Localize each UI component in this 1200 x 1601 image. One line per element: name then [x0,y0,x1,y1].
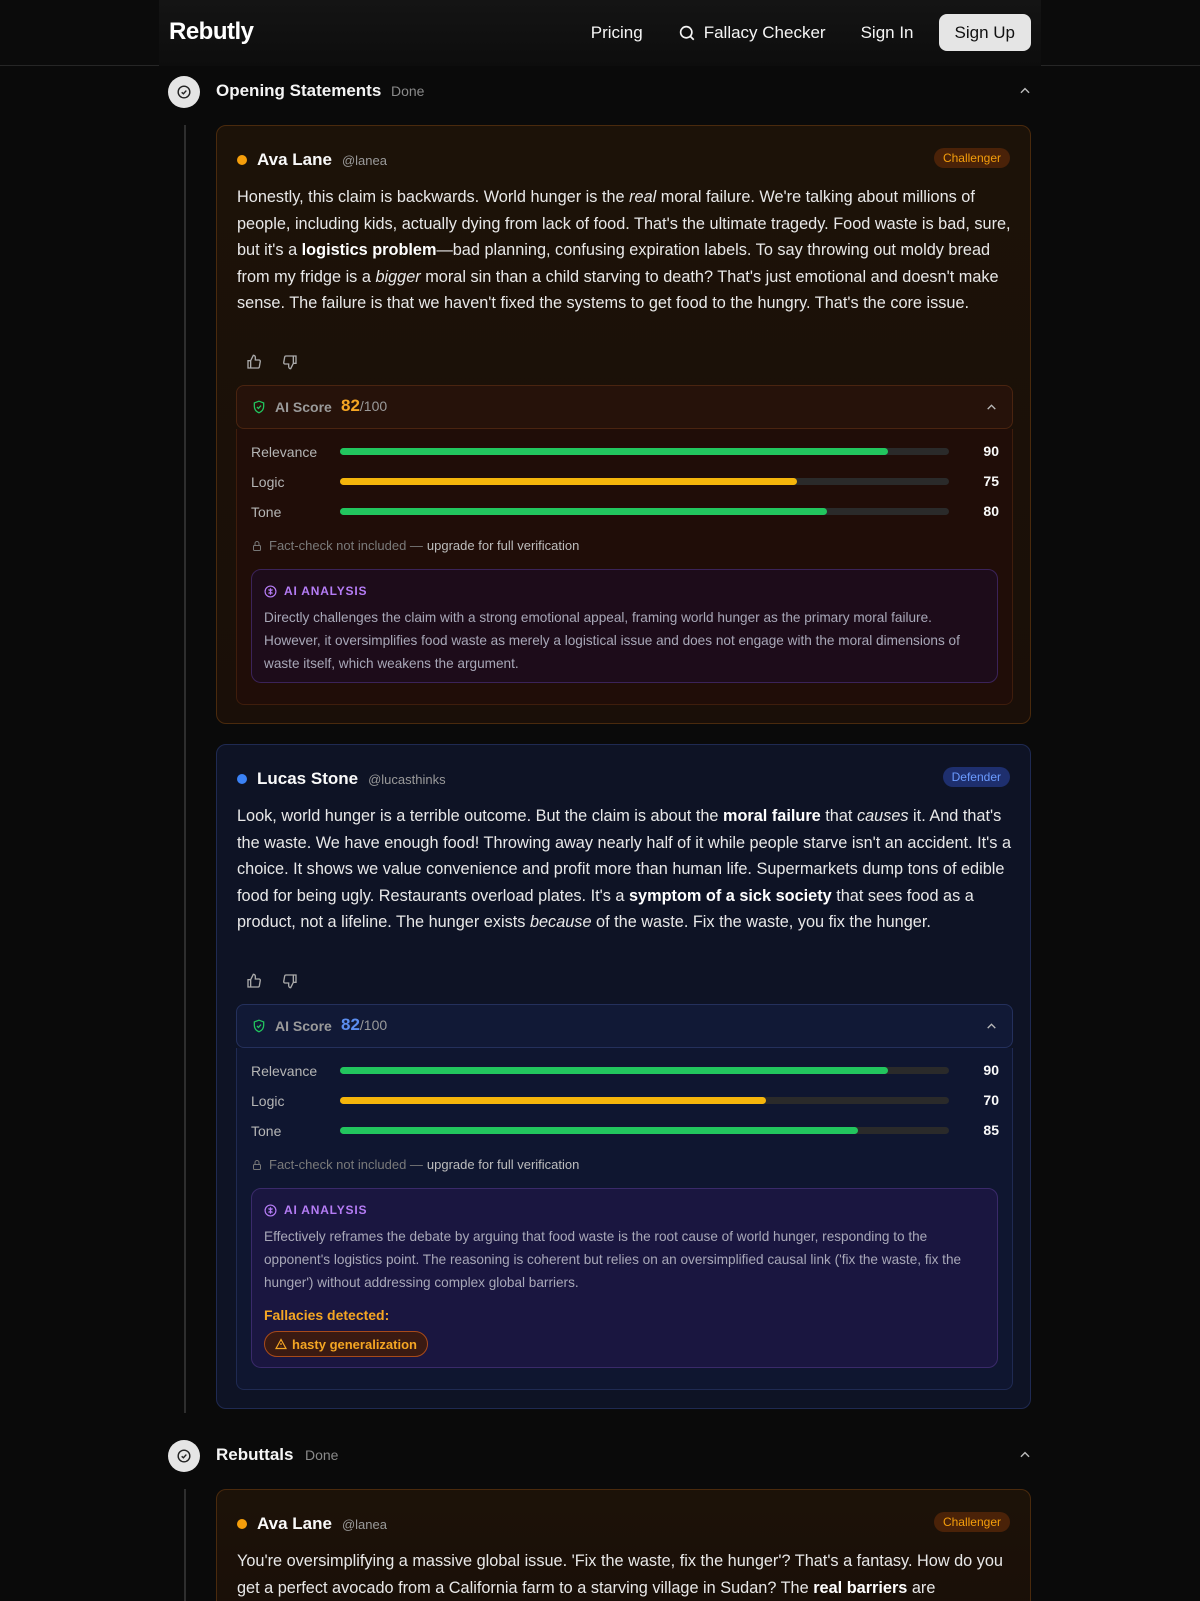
nav-fallacy-checker-label: Fallacy Checker [703,22,826,42]
fallacies-label: Fallacies detected: [264,1307,390,1323]
timeline-line [184,1489,186,1601]
ai-analysis-title: AI ANALYSIS [284,584,368,598]
search-icon [678,24,696,42]
role-badge: Defender [943,767,1010,787]
metric-bar-fill [340,508,827,515]
metric-bar-fill [340,1067,888,1074]
argument-text: You're oversimplifying a massive global issue. 'Fix the waste, fix the hunger'? That's a fantasy. How do you get a perfect avocado from a California farm to a starving village in Sudan? The real barriers are [237,1552,1003,1597]
metric-relevance [251,442,999,462]
author-name[interactable]: Ava Lane [257,1514,332,1533]
section-title: Opening Statements [216,81,382,100]
metric-value: 85 [983,1122,999,1138]
nav-fallacy-checker[interactable] [678,23,826,43]
ai-analysis-text: Directly challenges the claim with a strong emotional appeal, framing world hunger as the primary moral failure. However, it oversimplifies food waste as merely a logistical issue and does not engage with the moral dimensions of waste itself, which weakens the argument. [264,610,960,671]
metric-relevance [251,1061,999,1081]
metric-label: Tone [251,1123,282,1139]
factcheck-text: Fact-check not included — [269,538,423,553]
metric-value: 75 [983,473,999,489]
ai-analysis-header [264,1203,367,1217]
timeline-line [184,125,186,1413]
warning-icon [275,1338,287,1350]
author-handle[interactable]: @lucasthinks [368,771,446,787]
thumbs-up-icon[interactable] [246,354,262,370]
metric-bar-fill [340,1127,858,1134]
ai-analysis-box [251,569,998,683]
section-status: Done [305,1447,339,1463]
ai-score-details [236,429,1013,705]
lock-icon [251,1159,263,1171]
metric-value: 90 [983,1062,999,1078]
header-bar [159,0,1041,66]
shield-check-icon [252,1019,266,1033]
chevron-up-icon[interactable] [1018,84,1032,98]
vote-buttons [246,354,298,370]
metric-label: Relevance [251,444,318,460]
metric-value: 90 [983,443,999,459]
metric-bar-fill [340,1097,766,1104]
metric-bar [340,448,949,455]
metric-label: Tone [251,504,282,520]
card-author [237,769,446,789]
factcheck-text: Fact-check not included — [269,1157,423,1172]
ai-score-value: 82/100 [341,1015,388,1034]
argument-card [216,125,1031,724]
ai-score-header[interactable] [236,385,1013,429]
fallacy-name: hasty generalization [292,1336,417,1352]
metric-bar [340,1067,949,1074]
section-title: Rebuttals [216,1445,294,1464]
logo[interactable]: Rebutly [169,18,254,45]
author-name[interactable]: Lucas Stone [257,769,359,788]
ai-analysis-title: AI ANALYSIS [284,1203,368,1217]
metric-logic [251,472,999,492]
card-author [237,1514,387,1534]
role-badge: Challenger [934,148,1010,168]
check-circle-icon [168,76,200,108]
metric-bar [340,1097,949,1104]
section-status: Done [391,83,425,99]
ai-score-label: AI Score [275,1018,332,1034]
metric-bar-fill [340,448,888,455]
metric-tone [251,502,999,522]
role-dot [237,1519,247,1529]
argument-text: Honestly, this claim is backwards. World hunger is the real moral failure. We're talking about millions of people, including kids, actually dying from lack of food. That's the ultimate tragedy. Food waste is bad, sure, but it's a logistics problem—bad planning, confusing expiration labels. To say throwing out moldy bread from my fridge is a bigger moral sin than a child starving to death? That's just emotional and doesn't make sense. The failure is that we haven't fixed the systems to get food to the hungry. That's the core issue. [237,188,1011,313]
ai-score-label: AI Score [275,399,332,415]
author-name[interactable]: Ava Lane [257,150,332,169]
role-badge: Challenger [934,1512,1010,1532]
sign-up-button[interactable]: Sign Up [939,14,1031,51]
chevron-up-icon[interactable] [1018,1448,1032,1462]
ai-analysis-text: Effectively reframes the debate by arguing that food waste is the root cause of world hunger, responding to the opponent's logistics point. The reasoning is coherent but relies on an oversimplified causal link ('fix the waste, fix the hunger') without addressing complex global barriers. [264,1229,962,1290]
metric-bar [340,508,949,515]
brain-icon [264,585,277,598]
ai-analysis-header [264,584,367,598]
ai-analysis-box [251,1188,998,1368]
argument-text: Look, world hunger is a terrible outcome. But the claim is about the moral failure that causes it. And that's the waste. We have enough food! Throwing away nearly half of it while people starve isn't an accident. It's a choice. It shows we value convenience and profit more than human life. Supermarkets dump tons of edible food for being ugly. Restaurants overload plates. It's a symptom of a sick society that sees food as a product, not a lifeline. The hunger exists because of the waste. Fix the waste, you fix the hunger. [237,807,1011,932]
ai-score-value: 82/100 [341,396,388,415]
check-circle-icon [168,1440,200,1472]
fallacy-tag[interactable] [264,1331,428,1357]
section-rebuttals[interactable] [168,1440,1032,1472]
shield-check-icon [252,400,266,414]
argument-card [216,744,1031,1409]
thumbs-down-icon[interactable] [282,973,298,989]
lock-icon [251,540,263,552]
argument-card [216,1489,1031,1601]
author-handle[interactable]: @lanea [341,152,387,168]
metric-value: 80 [983,503,999,519]
card-author [237,150,387,170]
main-nav [556,14,1031,51]
upgrade-link[interactable]: upgrade for full verification [426,538,580,553]
author-handle[interactable]: @lanea [341,1516,387,1532]
metric-bar [340,1127,949,1134]
vote-buttons [246,973,298,989]
metric-value: 70 [983,1092,999,1108]
thumbs-up-icon[interactable] [246,973,262,989]
top-header [0,0,1200,66]
ai-score-details [236,1048,1013,1390]
ai-score-header[interactable] [236,1004,1013,1048]
metric-label: Relevance [251,1063,318,1079]
metric-bar-fill [340,478,797,485]
factcheck-notice [251,538,579,553]
metric-logic [251,1091,999,1111]
factcheck-notice [251,1157,579,1172]
role-dot [237,774,247,784]
nav-sign-in[interactable]: Sign In [860,22,914,42]
metric-tone [251,1121,999,1141]
chevron-up-icon[interactable] [985,1020,998,1033]
metric-label: Logic [251,474,285,490]
role-dot [237,155,247,165]
upgrade-link[interactable]: upgrade for full verification [426,1157,580,1172]
nav-pricing[interactable]: Pricing [590,22,643,42]
brain-icon [264,1204,277,1217]
section-opening-statements[interactable] [168,76,1032,108]
chevron-up-icon[interactable] [985,401,998,414]
thumbs-down-icon[interactable] [282,354,298,370]
metric-label: Logic [251,1093,285,1109]
metric-bar [340,478,949,485]
